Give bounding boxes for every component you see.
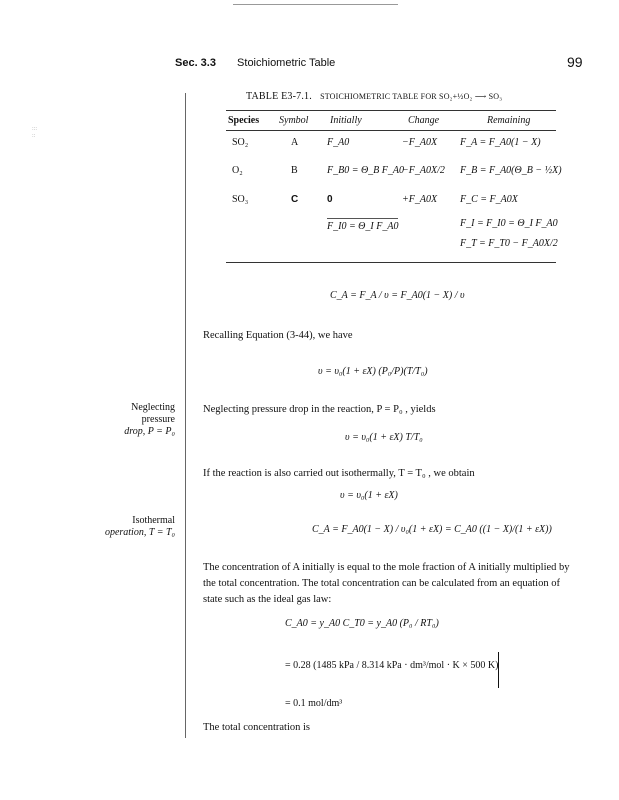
row2-initially: F_B0 = Θ_B F_A0 (327, 165, 405, 176)
eq-ca0-definition: C_A0 = y_A0 C_T0 = y_A0 (P₀ / RT₀) (285, 618, 439, 629)
row3-remaining: F_C = F_A0X (460, 194, 518, 205)
table-top-rule (226, 110, 556, 111)
section-title: Stoichiometric Table (237, 57, 336, 69)
col-remaining: Remaining (487, 115, 531, 126)
row4-initially: F_I0 = Θ_I F_A0 (327, 218, 398, 232)
row3-change: +F_A0X (402, 194, 438, 205)
table-caption-prefix: TABLE E3-7.1. (246, 91, 312, 102)
row5-remaining: F_T = F_T0 − F_A0X/2 (460, 238, 558, 249)
row2-symbol: B (291, 165, 298, 176)
margin-line: pressure (141, 414, 175, 425)
eq-v-full: υ = υ₀(1 + εX) (P₀/P)(T/T₀) (318, 366, 428, 377)
margin-line: operation, T = T₀ (104, 527, 175, 538)
row1-change: −F_A0X (402, 137, 438, 148)
para-neglecting: Neglecting pressure drop in the reaction, P = P₀ , yields (203, 404, 436, 415)
row2-species: O₂ (232, 165, 243, 176)
margin-line: Neglecting (131, 402, 175, 413)
row1-symbol: A (291, 137, 299, 148)
table-caption-text: STOICHIOMETRIC TABLE FOR SO₂+½O₂ ⟶ SO₃ (320, 92, 503, 101)
col-initially: Initially (330, 115, 362, 126)
margin-line: drop, P = P₀ (124, 426, 175, 437)
section-number: Sec. 3.3 (175, 57, 216, 69)
col-species: Species (228, 115, 260, 126)
para-recall: Recalling Equation (3-44), we have (203, 330, 353, 341)
row1-remaining: F_A = F_A0(1 − X) (460, 137, 541, 148)
row2-change: −F_A0X/2 (402, 165, 445, 176)
row2-remaining: F_B = F_A0(Θ_B − ½X) (460, 165, 562, 176)
margin-line: Isothermal (132, 515, 175, 526)
eq-v-no-pressure: υ = υ₀(1 + εX) T/T₀ (345, 432, 423, 443)
margin-note-neglecting (55, 402, 175, 438)
margin-note-isothermal (55, 515, 175, 539)
table-bottom-rule (226, 262, 556, 263)
bracket-right (498, 652, 499, 688)
running-header (175, 57, 335, 69)
row1-species: SO₂ (232, 137, 249, 148)
para-total: The total concentration is (203, 722, 311, 733)
table-caption (246, 91, 502, 102)
col-symbol: Symbol (279, 115, 309, 126)
page-number: 99 (567, 54, 583, 70)
para-isothermal: If the reaction is also carried out isothermally, T = T₀ , we obtain (203, 468, 475, 479)
row3-symbol: C (291, 194, 299, 205)
margin-scan-mark: ::: :: (32, 126, 38, 139)
eq-ca-definition: C_A = F_A / υ = F_A0(1 − X) / υ (330, 290, 465, 301)
eq-v-isothermal: υ = υ₀(1 + εX) (340, 490, 398, 501)
eq-ca-isothermal: C_A = F_A0(1 − X) / υ₀(1 + εX) = C_A0 ((1 − X)/(1 + εX)) (312, 524, 552, 535)
row3-species: SO₃ (232, 194, 249, 205)
table-header-rule (226, 130, 556, 131)
para-concentration: The concentration of A initially is equal to the mole fraction of A initially multiplied by the total concentration. The total concentration can be calculated from an equation of state such as the ideal gas law: (203, 562, 570, 605)
col-change: Change (408, 115, 440, 126)
row3-initially: 0 (327, 194, 333, 205)
eq-ca0-numeric: = 0.28 (1485 kPa / 8.314 kPa · dm³/mol · K × 500 K) (285, 660, 499, 671)
top-rule (233, 4, 398, 5)
eq-ca0-value: = 0.1 mol/dm³ (285, 698, 343, 709)
row4-remaining: F_I = F_I0 = Θ_I F_A0 (460, 218, 558, 229)
margin-rule (185, 93, 186, 738)
row1-initially: F_A0 (327, 137, 350, 148)
